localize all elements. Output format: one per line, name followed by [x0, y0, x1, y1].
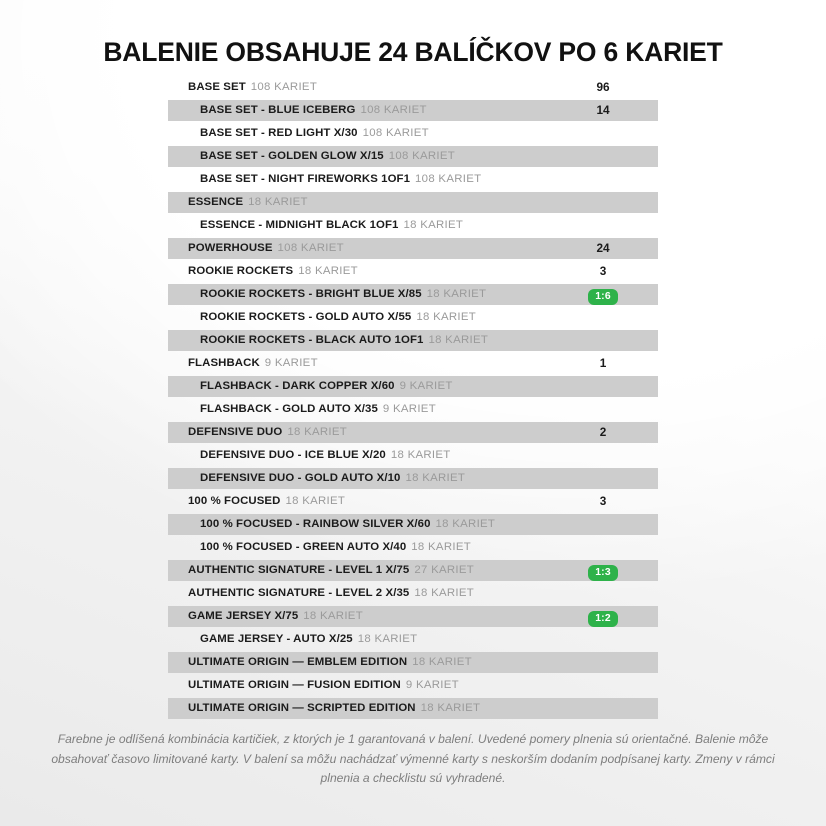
checklist-row [168, 375, 658, 398]
row-name: FLASHBACK - DARK COPPER X/60 [200, 380, 395, 392]
checklist-row [168, 582, 658, 605]
footer-disclaimer: Farebne je odlíšená kombinácia kartičiek, z ktorých je 1 garantovaná v balení. Uvedené pomery plnenia sú orientačné. Balenie môže obsahovať časovo limitované karty. V balení sa môžu nachádzať výmenné karty s neskorším dodaním podpísanej karty. Zmeny v rámci plnenia a checklistu sú vyhradené. [51, 732, 775, 786]
row-name: 100 % FOCUSED [188, 495, 281, 507]
row-card-count: 18 KARIET [411, 541, 471, 553]
row-label [200, 513, 495, 536]
row-label [188, 490, 345, 513]
row-quantity: 3 [599, 494, 607, 508]
row-name: BASE SET - NIGHT FIREWORKS 1OF1 [200, 173, 411, 185]
row-name: FLASHBACK - GOLD AUTO X/35 [200, 403, 378, 415]
checklist-table [168, 76, 658, 720]
checklist-row [168, 122, 658, 145]
row-card-count: 9 KARIET [382, 403, 436, 415]
row-label [188, 76, 317, 99]
checklist-row [168, 559, 658, 582]
row-quantity: 1 [599, 356, 607, 370]
row-name: FLASHBACK [188, 357, 260, 369]
row-ratio-badge [563, 283, 643, 306]
row-name: 100 % FOCUSED - GREEN AUTO X/40 [200, 541, 407, 553]
row-name: POWERHOUSE [188, 242, 273, 254]
checklist-row [168, 605, 658, 628]
row-card-count: 9 KARIET [399, 380, 453, 392]
row-card-count: 27 KARIET [414, 564, 475, 576]
checklist-row [168, 191, 658, 214]
row-name: 100 % FOCUSED - RAINBOW SILVER X/60 [200, 518, 431, 530]
checklist-row [168, 352, 658, 375]
row-label [200, 283, 486, 306]
checklist-row [168, 76, 658, 99]
row-card-count: 18 KARIET [428, 334, 489, 346]
row-name: GAME JERSEY - AUTO X/25 [200, 633, 353, 645]
row-name: BASE SET - BLUE ICEBERG [200, 104, 356, 116]
row-card-count: 108 KARIET [415, 173, 482, 185]
row-card-count: 108 KARIET [277, 242, 344, 254]
row-card-count: 18 KARIET [248, 196, 308, 208]
row-card-count: 18 KARIET [416, 311, 477, 323]
row-card-count: 18 KARIET [390, 449, 451, 461]
row-name: GAME JERSEY X/75 [188, 610, 299, 622]
row-label [200, 145, 455, 168]
row-quantity: 96 [596, 80, 610, 94]
row-card-count: 18 KARIET [285, 495, 346, 507]
checklist-row [168, 674, 658, 697]
row-card-count: 18 KARIET [357, 633, 418, 645]
row-label [188, 237, 344, 260]
row-label [200, 214, 463, 237]
row-card-count: 108 KARIET [388, 150, 456, 162]
row-name: ULTIMATE ORIGIN — SCRIPTED EDITION [188, 702, 416, 714]
row-name: BASE SET - RED LIGHT X/30 [200, 127, 358, 139]
row-label [200, 122, 429, 145]
row-name: DEFENSIVE DUO - ICE BLUE X/20 [200, 449, 386, 461]
row-name: BASE SET - GOLDEN GLOW X/15 [200, 150, 384, 162]
row-name: ESSENCE - MIDNIGHT BLACK 1OF1 [200, 219, 399, 231]
row-card-count: 18 KARIET [287, 426, 348, 438]
row-card-count: 18 KARIET [405, 472, 466, 484]
row-label [188, 421, 347, 444]
checklist-row [168, 536, 658, 559]
checklist-row [168, 513, 658, 536]
row-card-count: 18 KARIET [303, 610, 363, 622]
row-quantity: 24 [596, 241, 610, 255]
row-card-count: 18 KARIET [426, 288, 487, 300]
checklist-row [168, 214, 658, 237]
row-card-count: 18 KARIET [435, 518, 496, 530]
row-ratio-badge [563, 559, 643, 582]
row-quantity: 2 [599, 425, 607, 439]
row-label [200, 467, 465, 490]
checklist-row [168, 490, 658, 513]
row-ratio-badge [563, 605, 643, 628]
row-label [200, 329, 488, 352]
row-label [188, 559, 474, 582]
row-label [188, 697, 480, 720]
row-label [200, 168, 481, 191]
row-name: ROOKIE ROCKETS - BRIGHT BLUE X/85 [200, 288, 422, 300]
row-quantity: 3 [599, 264, 607, 278]
row-label [200, 306, 476, 329]
row-name: BASE SET [188, 81, 246, 93]
row-name: DEFENSIVE DUO [188, 426, 283, 438]
row-label [188, 651, 472, 674]
row-label [200, 536, 471, 559]
row-name: AUTHENTIC SIGNATURE - LEVEL 1 X/75 [188, 564, 410, 576]
row-name: ULTIMATE ORIGIN — EMBLEM EDITION [188, 656, 408, 668]
row-card-count: 18 KARIET [420, 702, 481, 714]
row-label [188, 674, 459, 697]
checklist-row [168, 260, 658, 283]
checklist-row [168, 237, 658, 260]
row-card-count: 108 KARIET [362, 127, 429, 139]
checklist-row [168, 467, 658, 490]
row-name: ULTIMATE ORIGIN — FUSION EDITION [188, 679, 401, 691]
row-card-count: 9 KARIET [264, 357, 318, 369]
row-name: ROOKIE ROCKETS - BLACK AUTO 1OF1 [200, 334, 424, 346]
row-label [188, 260, 358, 283]
row-card-count: 18 KARIET [414, 587, 475, 599]
row-name: ESSENCE [188, 196, 244, 208]
checklist-row [168, 398, 658, 421]
row-card-count: 108 KARIET [360, 104, 427, 116]
row-label [200, 628, 417, 651]
checklist-row [168, 306, 658, 329]
row-name: AUTHENTIC SIGNATURE - LEVEL 2 X/35 [188, 587, 410, 599]
row-label [188, 352, 318, 375]
ratio-badge-text: 1:2 [588, 611, 618, 627]
checklist-row [168, 628, 658, 651]
row-name: DEFENSIVE DUO - GOLD AUTO X/10 [200, 472, 401, 484]
checklist-row [168, 168, 658, 191]
row-name: ROOKIE ROCKETS - GOLD AUTO X/55 [200, 311, 412, 323]
checklist-row [168, 444, 658, 467]
row-label [200, 398, 436, 421]
row-card-count: 18 KARIET [298, 265, 358, 277]
row-label [188, 605, 363, 628]
row-label [200, 99, 427, 122]
row-card-count: 108 KARIET [250, 81, 318, 93]
row-label [200, 375, 453, 398]
ratio-badge-text: 1:3 [588, 565, 618, 581]
checklist-row [168, 329, 658, 352]
row-card-count: 9 KARIET [405, 679, 459, 691]
row-card-count: 18 KARIET [412, 656, 472, 668]
row-name: ROOKIE ROCKETS [188, 265, 294, 277]
checklist-row [168, 421, 658, 444]
row-label [188, 582, 474, 605]
row-label [188, 191, 308, 214]
ratio-badge-text: 1:6 [588, 289, 618, 305]
row-label [200, 444, 451, 467]
checklist-row [168, 697, 658, 720]
checklist-row [168, 651, 658, 674]
checklist-row [168, 99, 658, 122]
row-quantity: 14 [596, 103, 610, 117]
checklist-row [168, 283, 658, 306]
checklist-row [168, 145, 658, 168]
page-title: BALENIE OBSAHUJE 24 BALÍČKOV PO 6 KARIET [103, 37, 723, 67]
row-card-count: 18 KARIET [403, 219, 464, 231]
